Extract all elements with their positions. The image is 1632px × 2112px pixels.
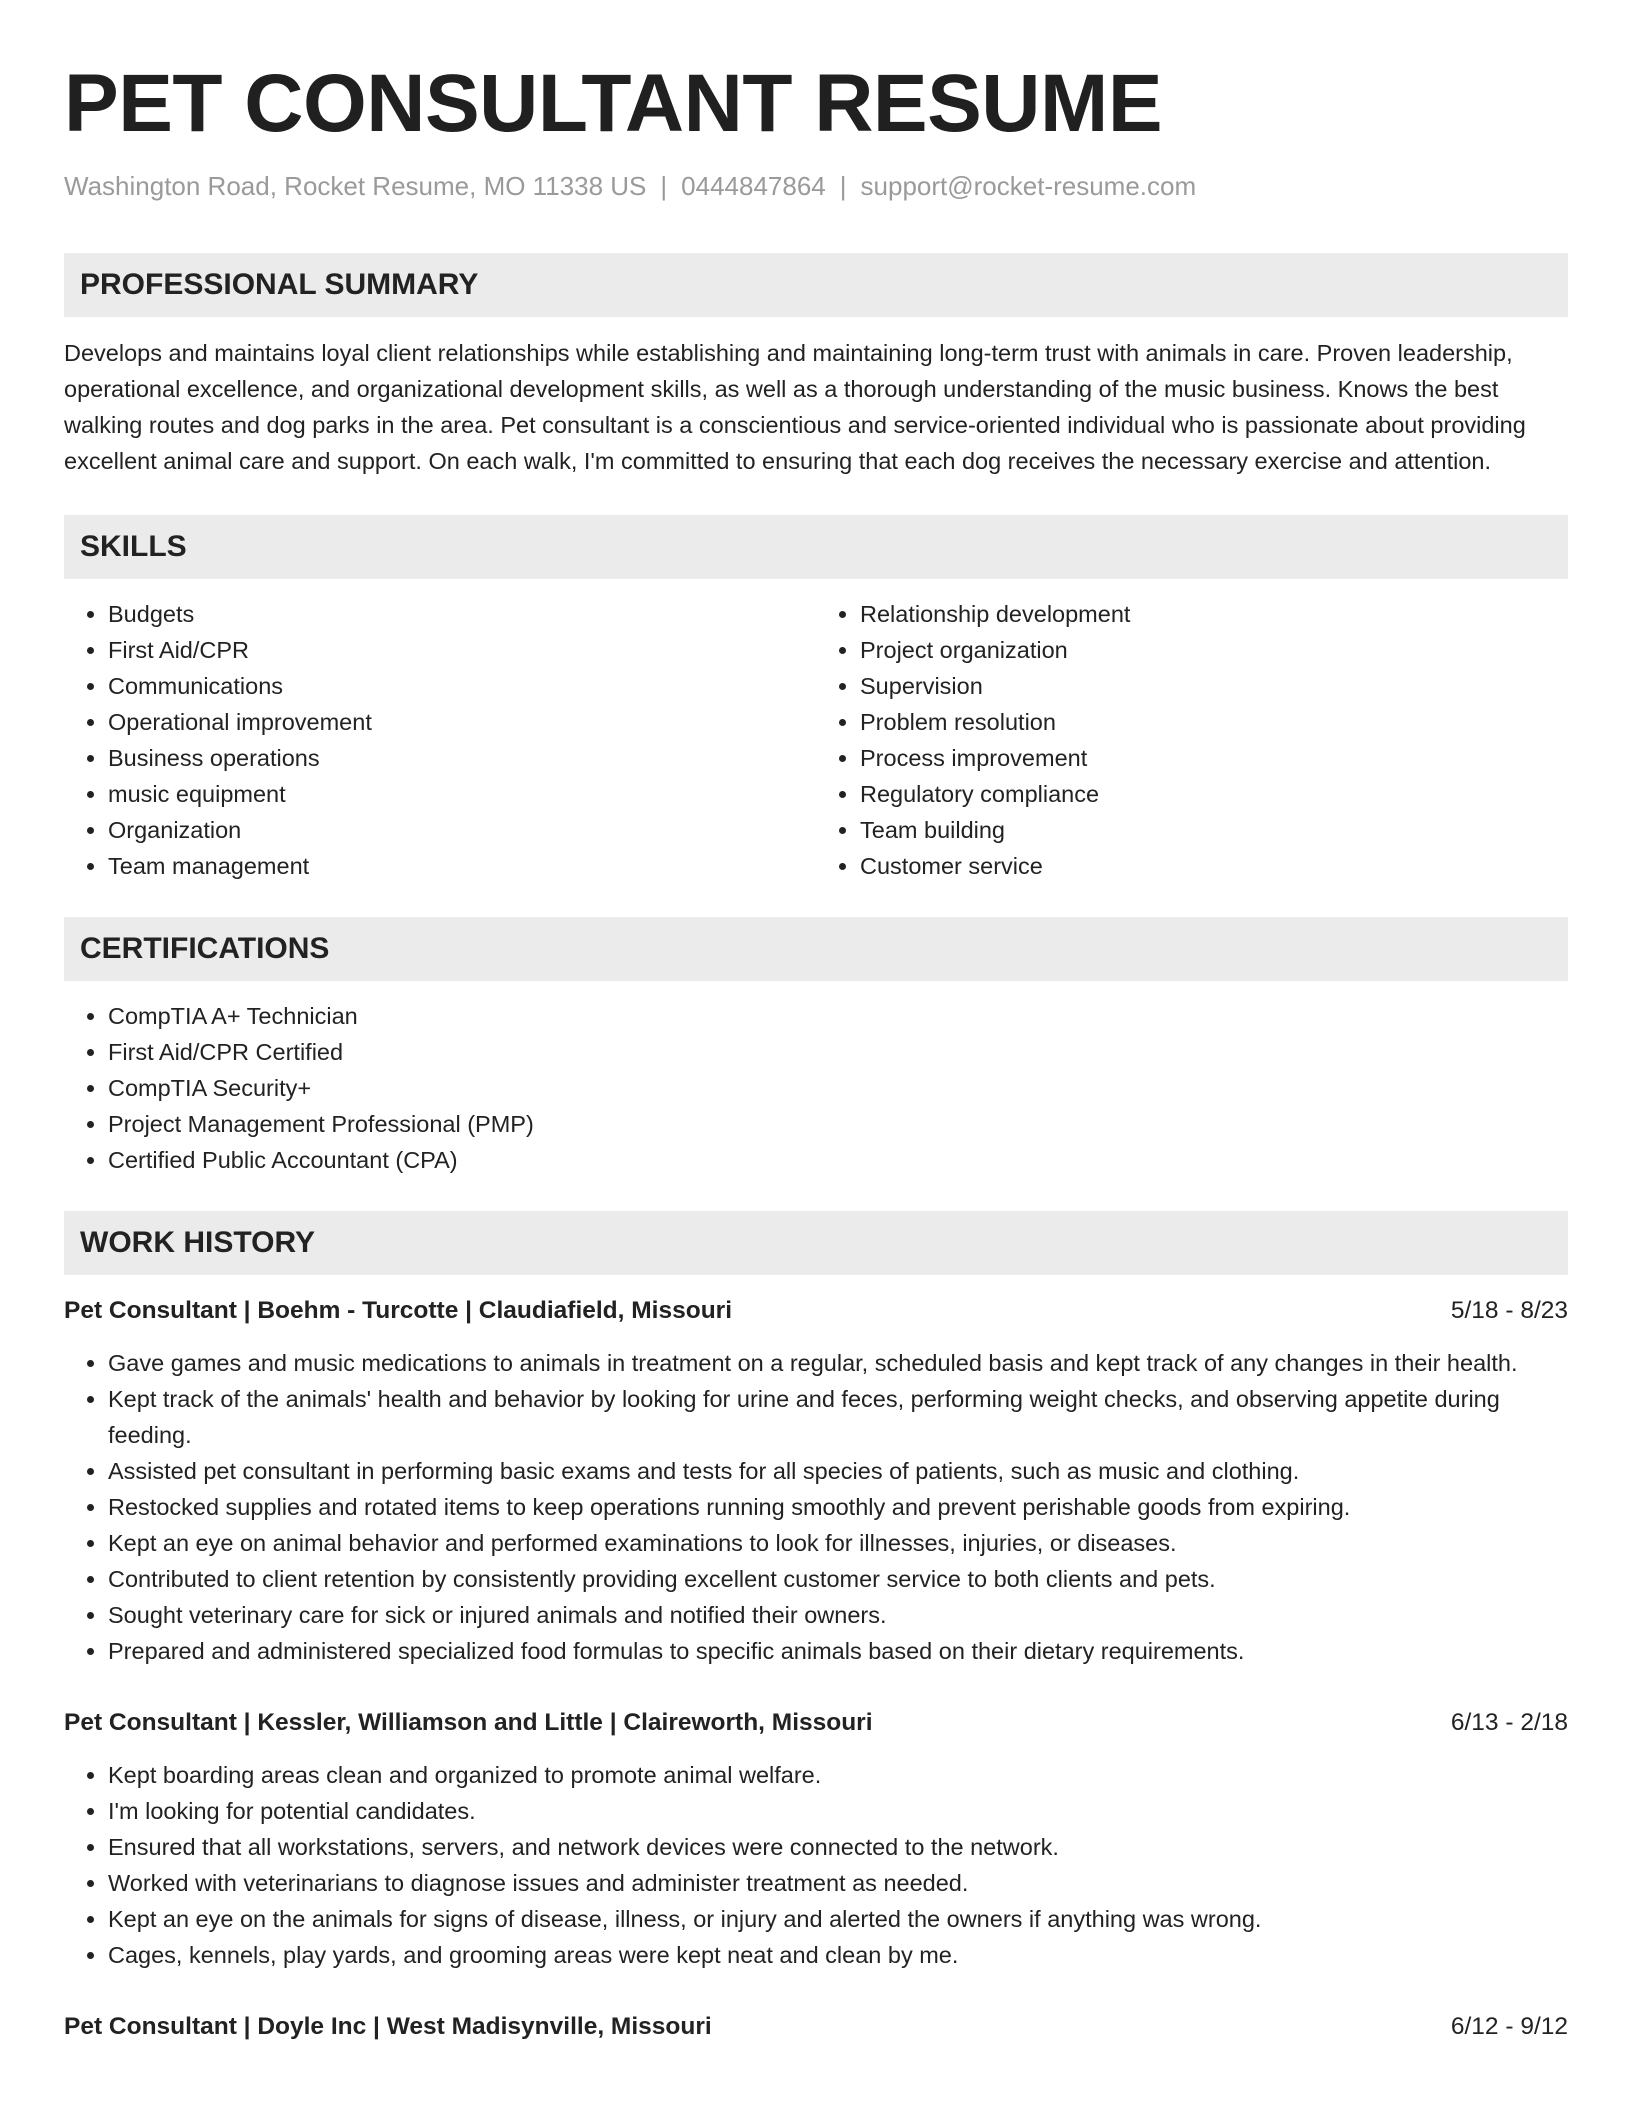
contact-email: support@rocket-resume.com xyxy=(860,171,1197,201)
skill-item: • Customer service xyxy=(860,848,1568,884)
job-duty: • I'm looking for potential candidates. xyxy=(108,1793,1568,1829)
job-duty: • Kept an eye on animal behavior and performed examinations to look for illnesses, injuries, or diseases. xyxy=(108,1525,1568,1561)
skill-item: • Problem resolution xyxy=(860,704,1568,740)
skill-item: • Operational improvement xyxy=(108,704,816,740)
job-duty: • Contributed to client retention by consistently providing excellent customer service to both clients and pets. xyxy=(108,1561,1568,1597)
certification-item: • First Aid/CPR Certified xyxy=(108,1034,1568,1070)
summary-text: Develops and maintains loyal client relationships while establishing and maintaining long-term trust with animals in care. Proven leadership, operational excellence, and organizational development skills, as well as a thorough understanding of the music business. Knows the best walking routes and dog parks in the area. Pet consultant is a conscientious and service-oriented individual who is passionate about providing excellent animal care and support. On each walk, I'm committed to ensuring that each dog receives the necessary exercise and attention. xyxy=(64,340,1526,474)
skill-item: • Communications xyxy=(108,668,816,704)
job-duty: • Restocked supplies and rotated items to keep operations running smoothly and prevent perishable goods from expiring. xyxy=(108,1489,1568,1525)
job-duty: • Gave games and music medications to animals in treatment on a regular, scheduled basis and kept track of any changes in their health. xyxy=(108,1345,1568,1381)
skill-item: • Budgets xyxy=(108,596,816,632)
skill-item: • Project organization xyxy=(860,632,1568,668)
skill-item: • Team building xyxy=(860,812,1568,848)
job-duties-list xyxy=(64,1345,1568,1669)
job-duty: • Kept track of the animals' health and behavior by looking for urine and feces, performing weight checks, and observing appetite during feeding. xyxy=(108,1381,1568,1453)
section-header-skills: SKILLS xyxy=(64,515,1568,579)
contact-separator: | xyxy=(660,171,668,201)
section-header-certifications: CERTIFICATIONS xyxy=(64,917,1568,981)
skill-item: • Supervision xyxy=(860,668,1568,704)
skills-list-left xyxy=(64,596,816,884)
job-duty: • Prepared and administered specialized food formulas to specific animals based on their dietary requirements. xyxy=(108,1633,1568,1669)
resume-page xyxy=(64,0,1568,2045)
certifications-list xyxy=(64,998,1568,1178)
job-duty: • Sought veterinary care for sick or injured animals and notified their owners. xyxy=(108,1597,1568,1633)
certification-item: • CompTIA A+ Technician xyxy=(108,998,1568,1034)
job-duties-list xyxy=(64,1757,1568,1973)
contact-separator: | xyxy=(839,171,847,201)
resume-title: PET CONSULTANT RESUME xyxy=(64,58,1163,149)
certification-item: • Certified Public Accountant (CPA) xyxy=(108,1142,1568,1178)
section-header-summary: PROFESSIONAL SUMMARY xyxy=(64,253,1568,317)
contact-phone: 0444847864 xyxy=(681,171,826,201)
job-dates: 6/13 - 2/18 xyxy=(1450,1709,1568,1736)
skill-item: • First Aid/CPR xyxy=(108,632,816,668)
job-title: Pet Consultant | Doyle Inc | West Madisynville, Missouri xyxy=(64,2013,712,2040)
job-header xyxy=(64,2009,1568,2045)
job-duty: • Ensured that all workstations, servers, and network devices were connected to the network. xyxy=(108,1829,1568,1865)
contact-address: Washington Road, Rocket Resume, MO 11338 US xyxy=(64,171,647,201)
certification-item: • Project Management Professional (PMP) xyxy=(108,1106,1568,1142)
skill-item: • music equipment xyxy=(108,776,816,812)
skill-item: • Business operations xyxy=(108,740,816,776)
job-dates: 5/18 - 8/23 xyxy=(1450,1297,1568,1324)
job-title: Pet Consultant | Boehm - Turcotte | Claudiafield, Missouri xyxy=(64,1297,732,1324)
skill-item: • Process improvement xyxy=(860,740,1568,776)
job-duty: • Cages, kennels, play yards, and grooming areas were kept neat and clean by me. xyxy=(108,1937,1568,1973)
skill-item: • Relationship development xyxy=(860,596,1568,632)
skill-item: • Team management xyxy=(108,848,816,884)
job-dates: 6/12 - 9/12 xyxy=(1450,2013,1568,2040)
job-duty: • Assisted pet consultant in performing basic exams and tests for all species of patients, such as music and clothing. xyxy=(108,1453,1568,1489)
skill-item: • Organization xyxy=(108,812,816,848)
skills-list-right xyxy=(816,596,1568,884)
job-title: Pet Consultant | Kessler, Williamson and Little | Claireworth, Missouri xyxy=(64,1709,873,1736)
contact-line xyxy=(64,168,1568,204)
job-duty: • Worked with veterinarians to diagnose issues and administer treatment as needed. xyxy=(108,1865,1568,1901)
skills-columns xyxy=(64,596,1568,884)
certification-item: • CompTIA Security+ xyxy=(108,1070,1568,1106)
section-header-work-history: WORK HISTORY xyxy=(64,1211,1568,1275)
job-duty: • Kept an eye on the animals for signs of disease, illness, or injury and alerted the owners if anything was wrong. xyxy=(108,1901,1568,1937)
job-header xyxy=(64,1293,1568,1329)
job-duty: • Kept boarding areas clean and organized to promote animal welfare. xyxy=(108,1757,1568,1793)
skill-item: • Regulatory compliance xyxy=(860,776,1568,812)
job-header xyxy=(64,1705,1568,1741)
